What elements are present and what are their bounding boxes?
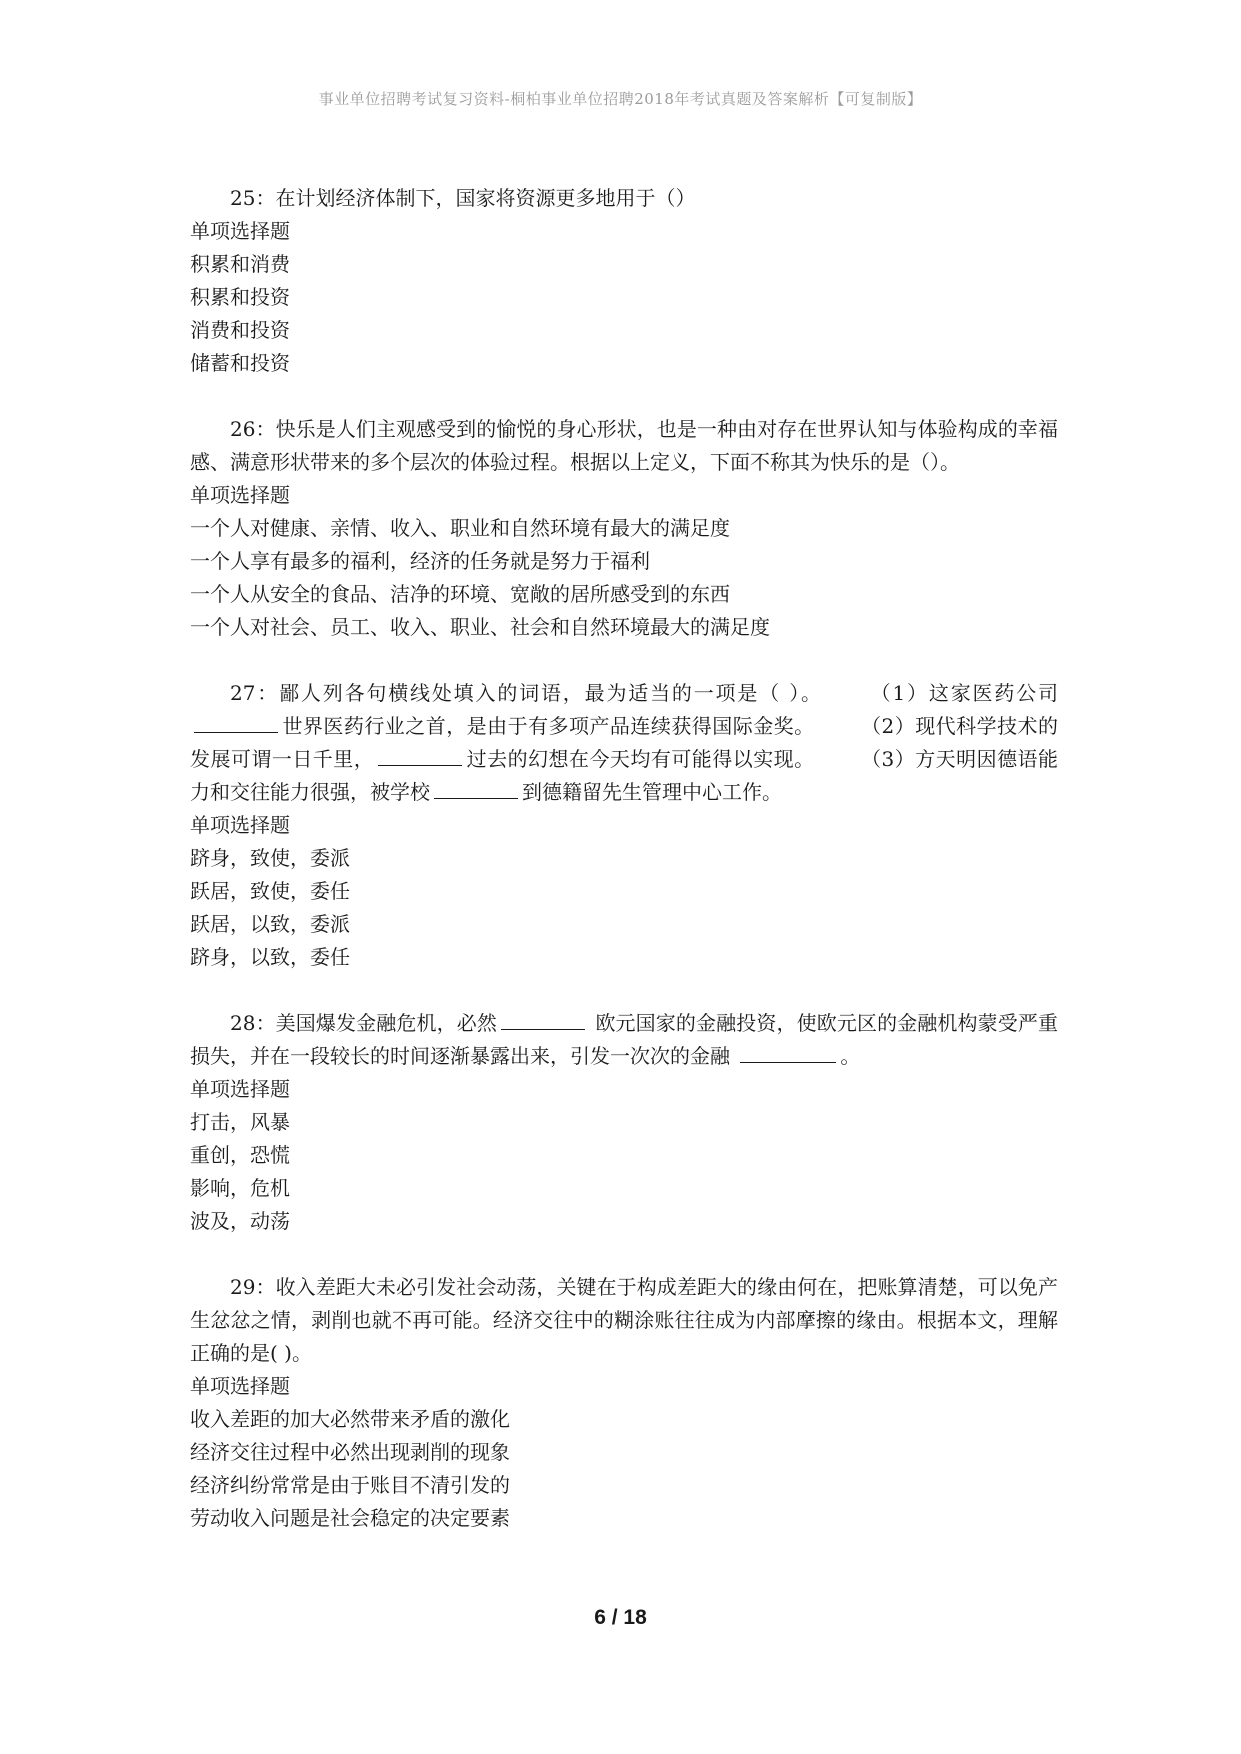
- question-28: [190, 1007, 1058, 1238]
- document-body: [190, 182, 1058, 1568]
- question-text: 26：快乐是人们主观感受到的愉悦的身心形状，也是一种由对存在世界认知与体验构成的幸福感、满意形状带来的多个层次的体验过程。根据以上定义，下面不称其为快乐的是（）。: [190, 417, 1058, 474]
- option-b: 重创，恐慌: [190, 1143, 290, 1167]
- question-text: [190, 1007, 1058, 1073]
- page-number: 6 / 18: [594, 1606, 647, 1629]
- option-a: 积累和消费: [190, 252, 290, 276]
- question-text-part: （1）这家医药公司: [868, 681, 1058, 705]
- fill-blank: [501, 1009, 585, 1030]
- question-text: 29：收入差距大未必引发社会动荡，关键在于构成差距大的缘由何在，把账算清楚，可以免产生忿忿之情，剥削也就不再可能。经济交往中的糊涂账往往成为内部摩擦的缘由。根据本文，理解正确的是( )。: [190, 1275, 1058, 1365]
- option-d: 一个人对社会、员工、收入、职业、社会和自然环境最大的满足度: [190, 615, 770, 639]
- question-text-part: 欧元国家的金融投资，使欧元区的金融机构蒙受严重损失，并在一段较长的时间逐渐暴露出来，引发一次次的金融: [190, 1011, 1059, 1068]
- option-c: 一个人从安全的食品、洁净的环境、宽敞的居所感受到的东西: [190, 582, 730, 606]
- option-d: 储蓄和投资: [190, 351, 290, 375]
- option-b: 经济交往过程中必然出现剥削的现象: [190, 1440, 510, 1464]
- question-type: 单项选择题: [190, 483, 290, 507]
- option-a: 打击，风暴: [190, 1110, 290, 1134]
- question-type: 单项选择题: [190, 813, 290, 837]
- fill-blank: [740, 1042, 836, 1063]
- question-text: 25：在计划经济体制下，国家将资源更多地用于（）: [230, 186, 696, 210]
- question-type: 单项选择题: [190, 1374, 290, 1398]
- question-25: [190, 182, 1058, 380]
- fill-blank: [194, 712, 278, 733]
- option-c: 跃居，以致，委派: [190, 912, 350, 936]
- question-text-part: （2）现代科学技术的发展可谓一日千里，: [190, 714, 1059, 771]
- option-b: 跃居，致使，委任: [190, 879, 350, 903]
- option-b: 积累和投资: [190, 285, 290, 309]
- fill-blank: [434, 778, 518, 799]
- question-type: 单项选择题: [190, 1077, 290, 1101]
- option-a: 一个人对健康、亲情、收入、职业和自然环境有最大的满足度: [190, 516, 730, 540]
- question-text-part: 过去的幻想在今天均有可能得以实现。: [466, 747, 815, 771]
- option-c: 经济纠纷常常是由于账目不清引发的: [190, 1473, 510, 1497]
- question-type: 单项选择题: [190, 219, 290, 243]
- page-header: 事业单位招聘考试复习资料-桐柏事业单位招聘2018年考试真题及答案解析【可复制版】: [318, 90, 923, 108]
- option-d: 波及，动荡: [190, 1209, 290, 1233]
- question-text-part: 27：鄙人列各句横线处填入的词语，最为适当的一项是（ ）。: [230, 681, 823, 705]
- option-b: 一个人享有最多的福利，经济的任务就是努力于福利: [190, 549, 650, 573]
- option-a: 收入差距的加大必然带来矛盾的激化: [190, 1407, 510, 1431]
- question-text-part: 世界医药行业之首，是由于有多项产品连续获得国际金奖。: [282, 714, 815, 738]
- question-text-part: 28：美国爆发金融危机，必然: [230, 1011, 497, 1035]
- option-a: 跻身，致使，委派: [190, 846, 350, 870]
- option-d: 劳动收入问题是社会稳定的决定要素: [190, 1506, 510, 1530]
- question-26: [190, 413, 1058, 644]
- question-text-part: （3）方天明因德语能力和交往能力很强，被学校: [190, 747, 1059, 804]
- option-d: 跻身，以致，委任: [190, 945, 350, 969]
- question-27: [190, 677, 1058, 974]
- fill-blank: [378, 745, 462, 766]
- question-text: [190, 677, 1058, 809]
- question-text-part: 到德籍留先生管理中心工作。: [522, 780, 782, 804]
- question-29: [190, 1271, 1058, 1535]
- option-c: 消费和投资: [190, 318, 290, 342]
- question-text-part: 。: [840, 1044, 861, 1068]
- option-c: 影响，危机: [190, 1176, 290, 1200]
